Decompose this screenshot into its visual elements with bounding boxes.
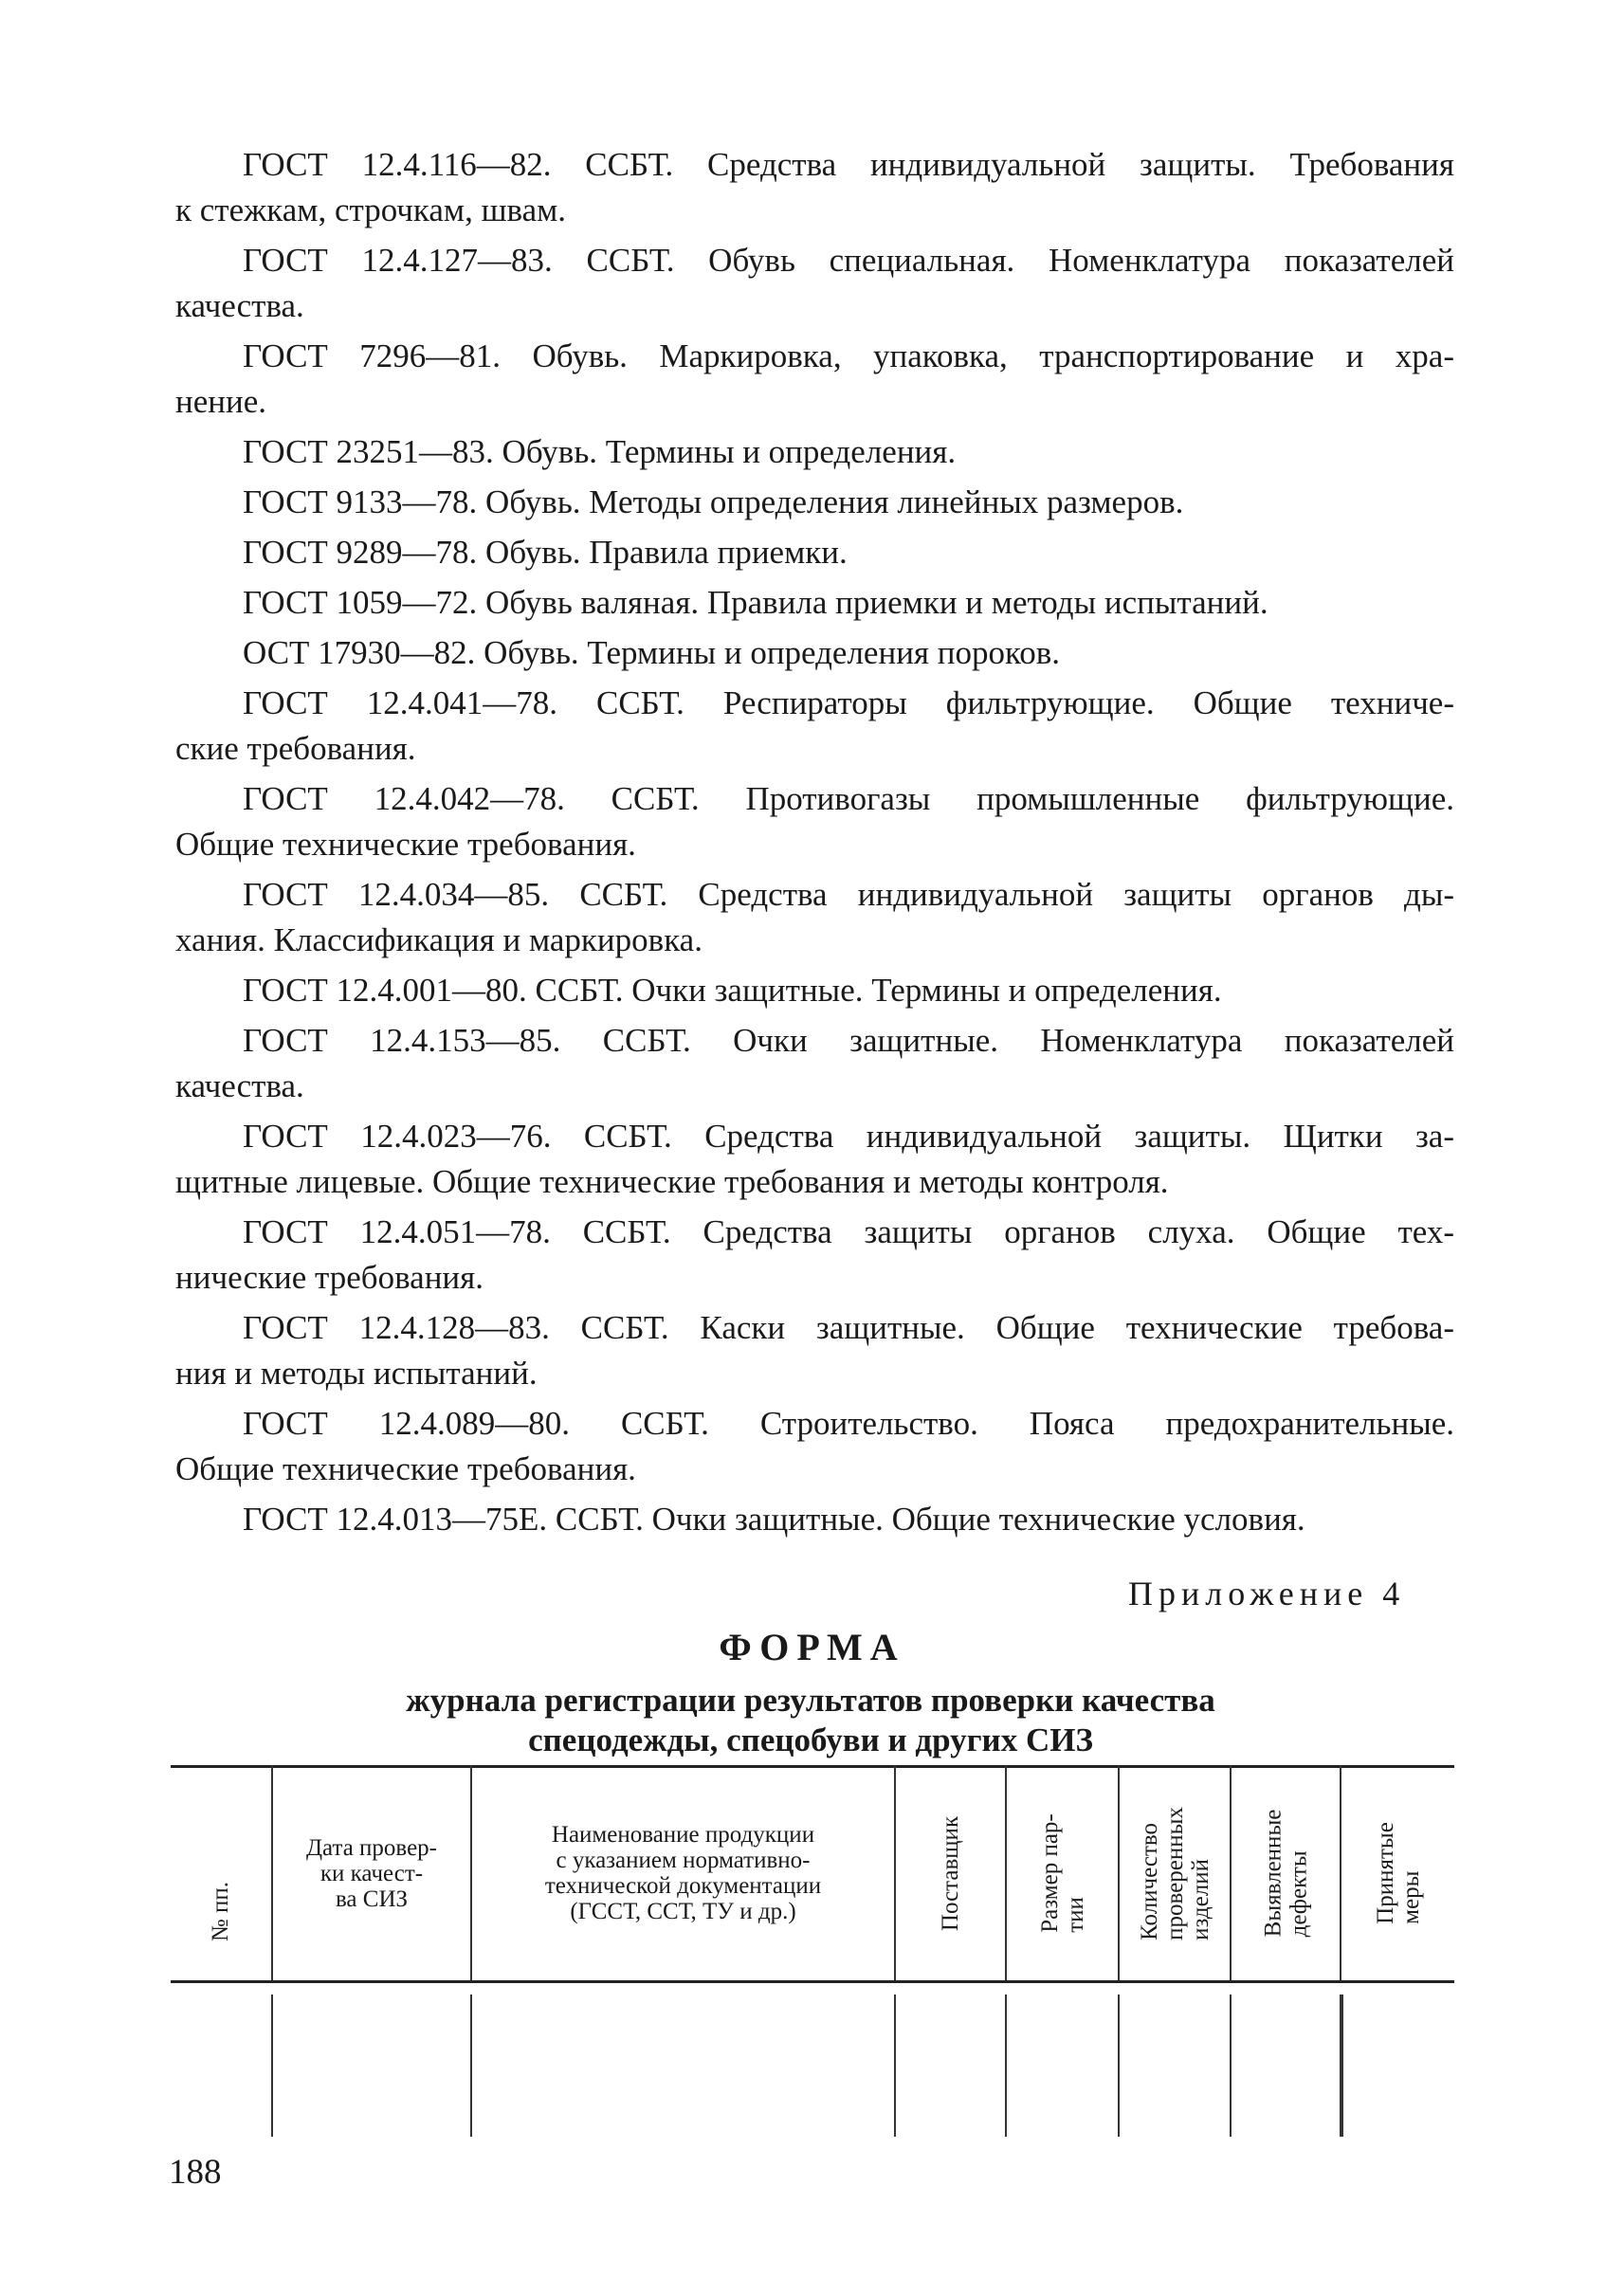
reference-line: ГОСТ 12.4.127—83. ССБТ. Обувь специальная. Номенклатура показателей bbox=[243, 242, 1454, 279]
form-subtitle-line: журнала регистрации результатов проверки качества bbox=[406, 1682, 1215, 1719]
reference-line: ГОСТ 12.4.023—76. ССБТ. Средства индивидуальной защиты. Щитки за- bbox=[243, 1118, 1454, 1155]
column-divider bbox=[1230, 1994, 1232, 2137]
header-product-name bbox=[472, 1769, 894, 1977]
table-top-rule bbox=[171, 1765, 1454, 1768]
reference-continuation: Общие технические требования. bbox=[175, 826, 636, 863]
column-divider bbox=[1118, 1994, 1120, 2137]
reference-item bbox=[0, 1018, 1624, 1109]
header-measures-label: Принятые меры bbox=[1372, 1822, 1424, 1924]
reference-line: ГОСТ 7296—81. Обувь. Маркировка, упаковка, транспортирование и хра- bbox=[243, 337, 1454, 374]
reference-line: ГОСТ 9133—78. Обувь. Методы определения линейных размеров. bbox=[243, 483, 1184, 520]
header-defects bbox=[1232, 1769, 1340, 1977]
header-text-line: ки качест- bbox=[319, 1860, 424, 1886]
header-text-line: ва СИЗ bbox=[335, 1885, 409, 1912]
reference-item bbox=[0, 530, 1624, 575]
reference-continuation: качества. bbox=[175, 287, 304, 324]
header-supplier-label: Поставщик bbox=[938, 1815, 963, 1931]
reference-continuation: Общие технические требования. bbox=[175, 1450, 636, 1487]
reference-line: ГОСТ 12.4.042—78. ССБТ. Противогазы промышленные фильтрующие. bbox=[243, 780, 1454, 817]
header-text-line: технической документации bbox=[544, 1873, 822, 1899]
form-title: ФОРМА bbox=[719, 1626, 905, 1668]
column-divider bbox=[271, 1994, 273, 2137]
header-checked-count bbox=[1120, 1769, 1230, 1977]
journal-form-table bbox=[171, 1765, 1454, 2140]
appendix-label: Приложение 4 bbox=[1128, 1575, 1406, 1612]
form-subtitle-line: спецодежды, спецобуви и других СИЗ bbox=[528, 1721, 1093, 1758]
reference-line: ОСТ 17930—82. Обувь. Термины и определения пороков. bbox=[243, 634, 1061, 671]
header-text-line: Наименование продукции bbox=[551, 1822, 815, 1848]
header-text-line: с указанием нормативно- bbox=[556, 1848, 811, 1873]
reference-item bbox=[0, 334, 1624, 425]
reference-line: ГОСТ 12.4.089—80. ССБТ. Строительство. Пояса предохранительные. bbox=[243, 1405, 1454, 1442]
reference-item bbox=[0, 580, 1624, 626]
reference-item bbox=[0, 872, 1624, 963]
column-divider bbox=[1005, 1994, 1007, 2137]
header-number-label: № пп. bbox=[208, 1881, 234, 1941]
header-measures bbox=[1341, 1769, 1454, 1977]
header-supplier bbox=[896, 1769, 1005, 1977]
reference-item bbox=[0, 681, 1624, 772]
reference-line: ГОСТ 9289—78. Обувь. Правила приемки. bbox=[243, 534, 848, 571]
reference-line: ГОСТ 23251—83. Обувь. Термины и определения. bbox=[243, 433, 957, 470]
reference-line: ГОСТ 12.4.116—82. ССБТ. Средства индивидуальной защиты. Требования bbox=[243, 146, 1454, 183]
reference-item bbox=[0, 1305, 1624, 1396]
reference-line: ГОСТ 12.4.041—78. ССБТ. Респираторы фильтрующие. Общие техниче- bbox=[243, 684, 1454, 721]
table-header-rule bbox=[171, 1980, 1454, 1983]
reference-item bbox=[0, 238, 1624, 329]
header-lot-size-label: Размер пар- тии bbox=[1036, 1813, 1088, 1933]
reference-item bbox=[0, 429, 1624, 475]
reference-continuation: нение. bbox=[175, 383, 267, 420]
reference-continuation: ния и методы испытаний. bbox=[175, 1355, 538, 1392]
reference-item bbox=[0, 1401, 1624, 1492]
reference-line: ГОСТ 12.4.034—85. ССБТ. Средства индивидуальной защиты органов ды- bbox=[243, 876, 1454, 913]
header-checked-count-label: Количество проверенных изделий bbox=[1136, 1806, 1213, 1940]
reference-line: ГОСТ 12.4.013—75Е. ССБТ. Очки защитные. Общие технические условия. bbox=[243, 1501, 1305, 1538]
reference-item bbox=[0, 1210, 1624, 1301]
reference-item bbox=[0, 776, 1624, 867]
header-text-line: Дата провер- bbox=[305, 1834, 438, 1861]
reference-continuation: к стежкам, строчкам, швам. bbox=[175, 191, 567, 228]
header-defects-label: Выявленные дефекты bbox=[1260, 1809, 1312, 1938]
form-subtitle bbox=[351, 1681, 1270, 1760]
header-text-line: (ГССТ, ССТ, ТУ и др.) bbox=[570, 1899, 796, 1924]
reference-line: ГОСТ 12.4.153—85. ССБТ. Очки защитные. Номенклатура показателей bbox=[243, 1022, 1454, 1059]
header-check-date bbox=[273, 1769, 470, 1977]
header-number bbox=[171, 1769, 271, 1977]
reference-item bbox=[0, 480, 1624, 525]
page-number: 188 bbox=[169, 2153, 222, 2192]
column-divider bbox=[470, 1994, 472, 2137]
reference-continuation: хания. Классификация и маркировка. bbox=[175, 921, 703, 958]
reference-item bbox=[0, 1114, 1624, 1205]
reference-continuation: нические требования. bbox=[175, 1259, 484, 1296]
reference-item bbox=[0, 630, 1624, 676]
reference-line: ГОСТ 12.4.001—80. ССБТ. Очки защитные. Термины и определения. bbox=[243, 972, 1222, 1009]
reference-item bbox=[0, 968, 1624, 1013]
column-divider bbox=[894, 1994, 896, 2137]
reference-continuation: щитные лицевые. Общие технические требования и методы контроля. bbox=[175, 1163, 1169, 1200]
header-lot-size bbox=[1007, 1769, 1118, 1977]
reference-continuation: качества. bbox=[175, 1067, 304, 1104]
reference-line: ГОСТ 12.4.128—83. ССБТ. Каски защитные. Общие технические требова- bbox=[243, 1309, 1454, 1346]
column-divider bbox=[1340, 1994, 1343, 2137]
reference-item bbox=[0, 142, 1624, 233]
reference-item bbox=[0, 1497, 1624, 1542]
reference-line: ГОСТ 1059—72. Обувь валяная. Правила приемки и методы испытаний. bbox=[243, 584, 1268, 621]
references-list bbox=[0, 142, 1624, 1547]
reference-line: ГОСТ 12.4.051—78. ССБТ. Средства защиты органов слуха. Общие тех- bbox=[243, 1213, 1454, 1250]
reference-continuation: ские требования. bbox=[175, 730, 416, 767]
